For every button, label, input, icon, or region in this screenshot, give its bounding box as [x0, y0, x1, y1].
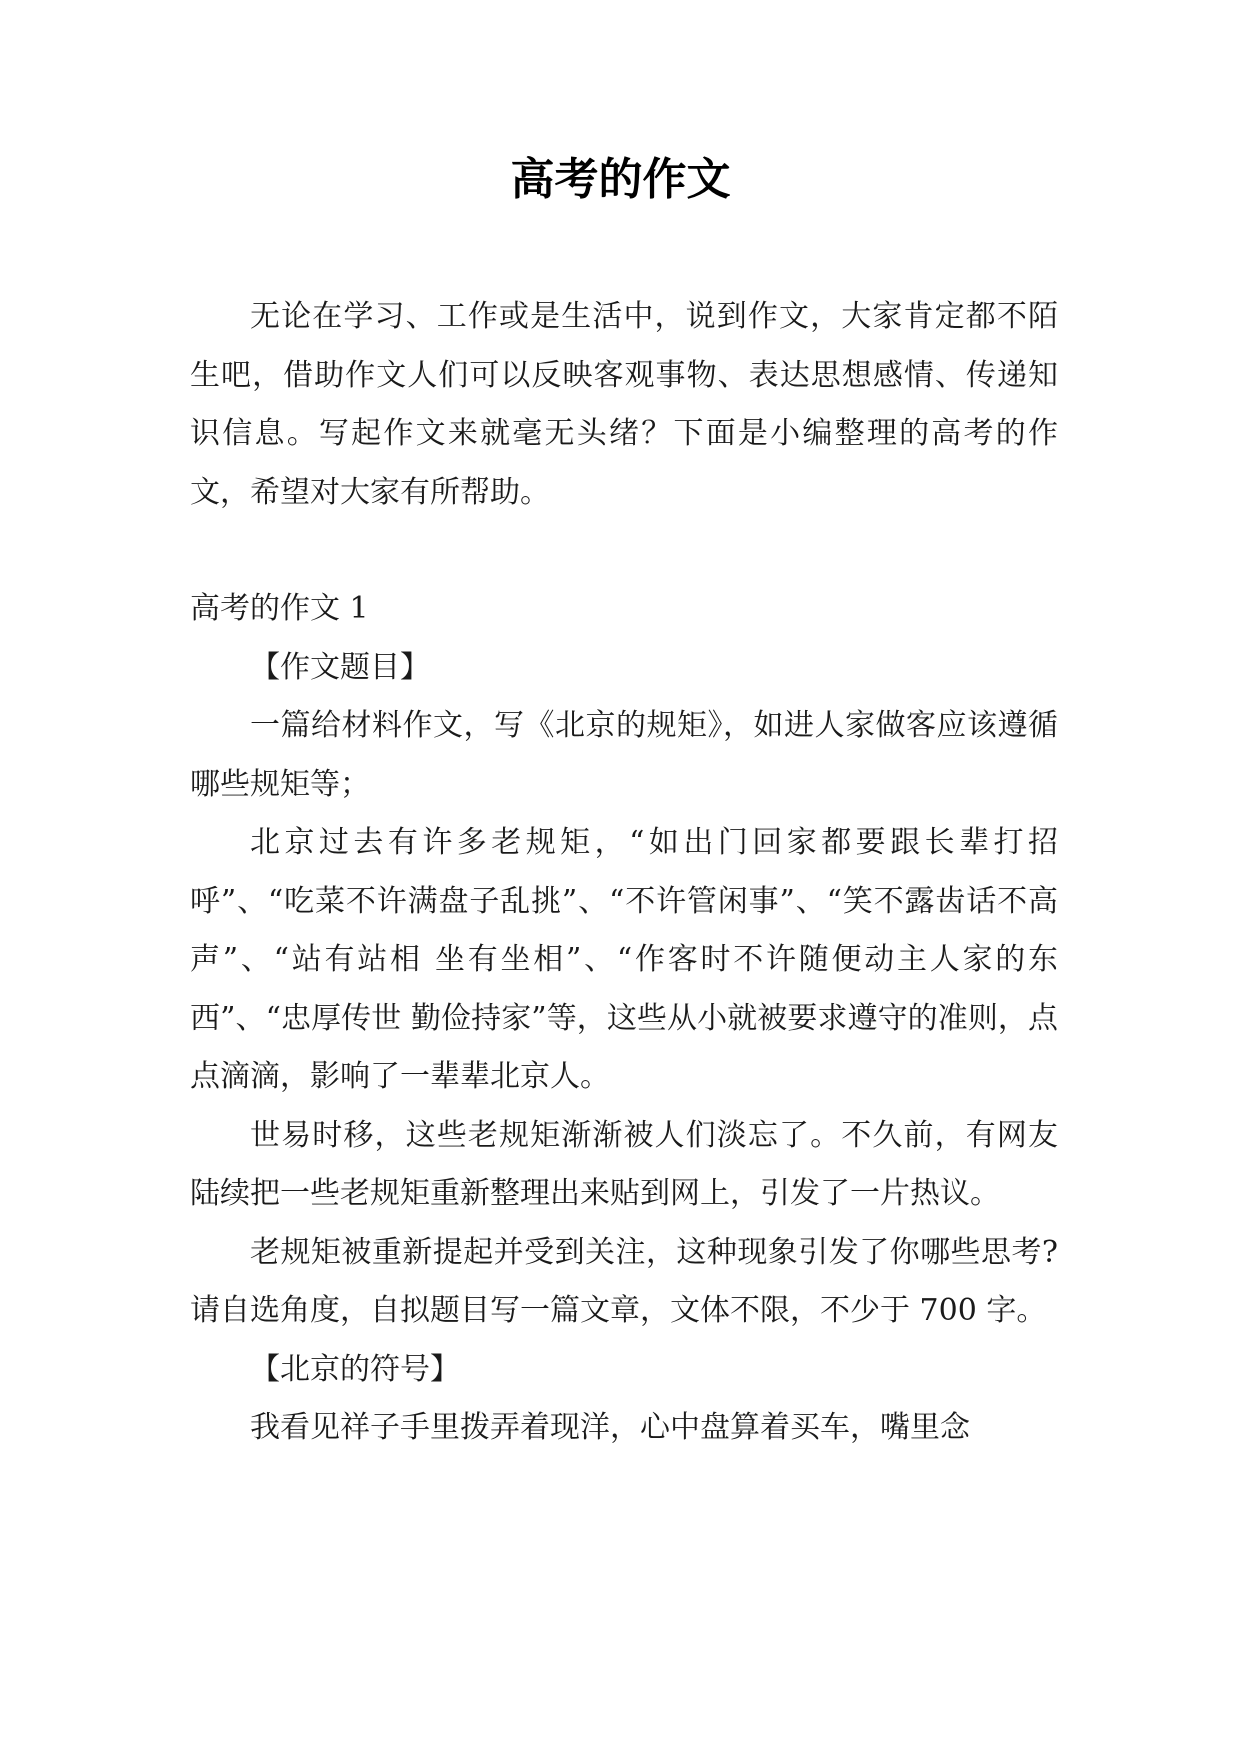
prompt-paragraph-4: 老规矩被重新提起并受到关注，这种现象引发了你哪些思考?请自选角度，自拟题目写一篇文章，文体不限，不少于 700 字。 — [190, 1234, 1058, 1328]
document-title: 高考的作文 — [510, 154, 731, 205]
document-body — [190, 288, 1058, 1458]
prompt-paragraph-3: 世易时移，这些老规矩渐渐被人们淡忘了。不久前，有网友陆续把一些老规矩重新整理出来贴到网上，引发了一片热议。 — [190, 1117, 1058, 1211]
essay-heading: 【北京的符号】 — [250, 1351, 460, 1387]
essay-paragraph-1: 我看见祥子手里拨弄着现洋，心中盘算着买车，嘴里念 — [250, 1410, 970, 1445]
section-heading: 高考的作文 1 — [190, 591, 369, 626]
paragraph-gap — [190, 522, 1058, 580]
prompt-paragraph-1: 一篇给材料作文，写《北京的规矩》，如进人家做客应该遵循哪些规矩等； — [190, 708, 1058, 802]
prompt-paragraph-2: 北京过去有许多老规矩，“如出门回家都要跟长辈打招呼”、“吃菜不许满盘子乱挑”、“不许管闲事”、“笑不露齿话不高声”、“站有站相 坐有坐相”、“作客时不许随便动主人家的东西”、“忠厚传世 勤俭持家”等，这些从小就被要求遵守的准则，点点滴滴，影响了一辈辈北京人。 — [190, 825, 1058, 1094]
intro-paragraph: 无论在学习、工作或是生活中，说到作文，大家肯定都不陌生吧，借助作文人们可以反映客观事物、表达思想感情、传递知识信息。写起作文来就毫无头绪？下面是小编整理的高考的作文，希望对大家有所帮助。 — [190, 299, 1058, 510]
prompt-heading: 【作文题目】 — [250, 649, 430, 685]
